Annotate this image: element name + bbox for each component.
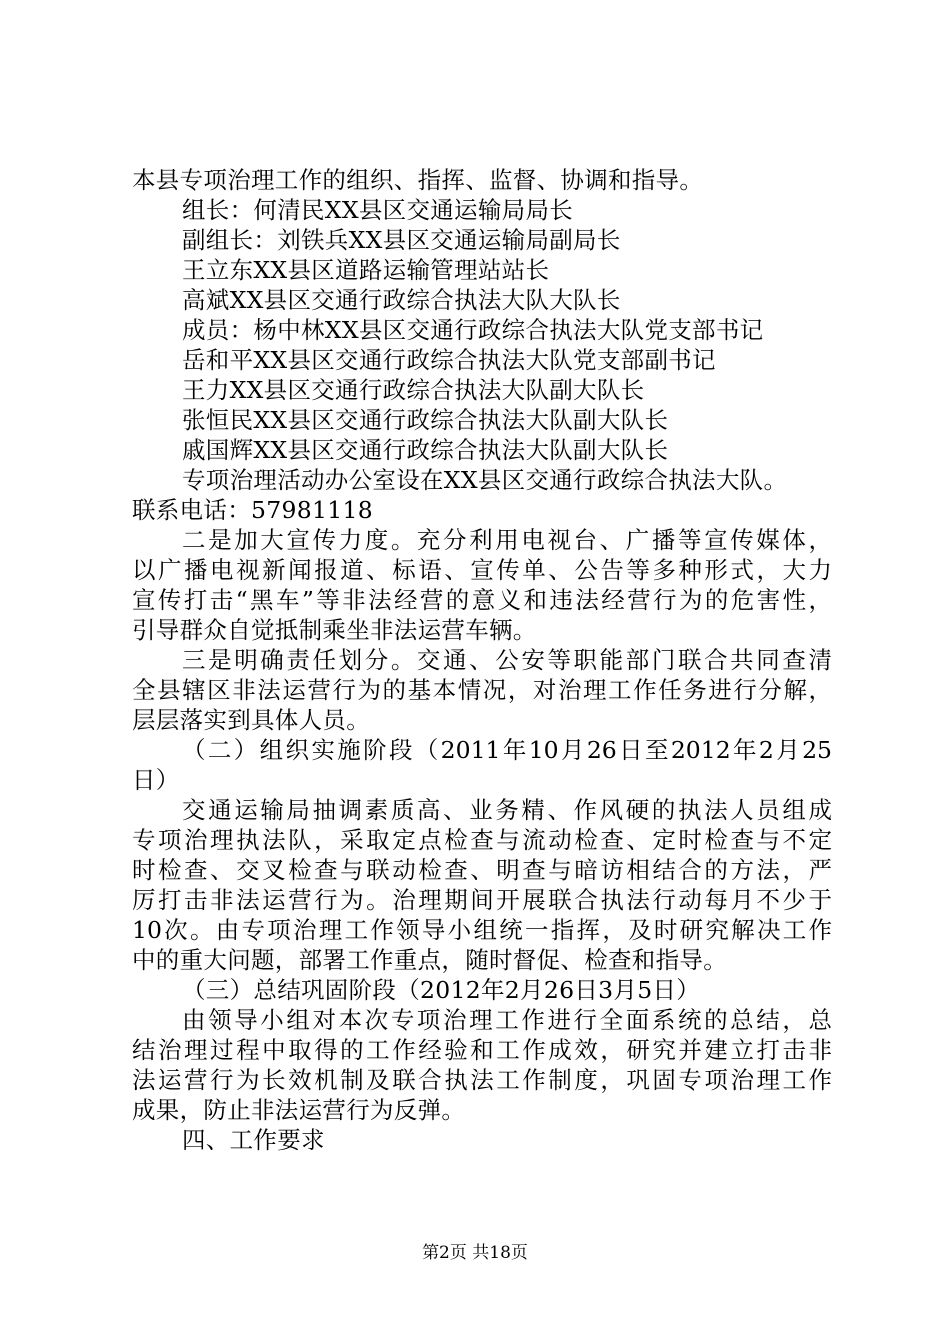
text-line: 全县辖区非法运营行为的基本情况，对治理工作任务进行分解， bbox=[132, 676, 832, 704]
text-line: 本县专项治理工作的组织、指挥、监督、协调和指导。 bbox=[132, 166, 704, 194]
text-line: 成员：杨中林XX县区交通行政综合执法大队党支部书记 bbox=[182, 316, 764, 344]
section-heading: 四、工作要求 bbox=[182, 1126, 325, 1154]
document-body bbox=[132, 165, 832, 1155]
text-line: 中的重大问题，部署工作重点，随时督促、检查和指导。 bbox=[132, 946, 727, 974]
text-line: 王力XX县区交通行政综合执法大队副大队长 bbox=[182, 376, 645, 404]
section-heading: （三）总结巩固阶段（2012年2月26日3月5日） bbox=[182, 976, 701, 1004]
text-line: 三是明确责任划分。交通、公安等职能部门联合共同查清 bbox=[182, 646, 832, 674]
text-line: 副组长：刘铁兵XX县区交通运输局副局长 bbox=[182, 226, 621, 254]
text-line: 组长：何清民XX县区交通运输局局长 bbox=[182, 196, 574, 224]
text-line: 联系电话：57981118 bbox=[132, 496, 374, 524]
text-line: 戚国辉XX县区交通行政综合执法大队副大队长 bbox=[182, 436, 669, 464]
text-line: 宣传打击“黑车”等非法经营的意义和违法经营行为的危害性， bbox=[132, 586, 832, 614]
text-line: 岳和平XX县区交通行政综合执法大队党支部副书记 bbox=[182, 346, 716, 374]
text-line: 层层落实到具体人员。 bbox=[132, 706, 370, 734]
page-number: 第2页 共18页 bbox=[422, 1243, 528, 1263]
text-line: 以广播电视新闻报道、标语、宣传单、公告等多种形式，大力 bbox=[132, 556, 832, 584]
text-line: 厉打击非法运营行为。治理期间开展联合执法行动每月不少于 bbox=[132, 886, 832, 914]
text-line: 专项治理执法队，采取定点检查与流动检查、定时检查与不定 bbox=[132, 826, 832, 854]
text-line: 王立东XX县区道路运输管理站站长 bbox=[182, 256, 550, 284]
text-line: 时检查、交叉检查与联动检查、明查与暗访相结合的方法，严 bbox=[132, 856, 832, 884]
text-line: 成果，防止非法运营行为反弹。 bbox=[132, 1096, 466, 1124]
section-heading: （二）组织实施阶段（2011年10月26日至2012年2月25 bbox=[182, 736, 832, 764]
text-line: 引导群众自觉抵制乘坐非法运营车辆。 bbox=[132, 616, 537, 644]
text-line: 由领导小组对本次专项治理工作进行全面系统的总结，总 bbox=[182, 1006, 832, 1034]
text-line: 二是加大宣传力度。充分利用电视台、广播等宣传媒体， bbox=[182, 526, 832, 554]
text-line: 结治理过程中取得的工作经验和工作成效，研究并建立打击非 bbox=[132, 1036, 832, 1064]
text-line: 法运营行为长效机制及联合执法工作制度，巩固专项治理工作 bbox=[132, 1066, 832, 1094]
text-line: 专项治理活动办公室设在XX县区交通行政综合执法大队。 bbox=[182, 466, 788, 494]
text-line: 张恒民XX县区交通行政综合执法大队副大队长 bbox=[182, 406, 669, 434]
text-line: 交通运输局抽调素质高、业务精、作风硬的执法人员组成 bbox=[182, 796, 832, 824]
text-line: 10次。由专项治理工作领导小组统一指挥，及时研究解决工作 bbox=[132, 916, 832, 944]
text-line: 高斌XX县区交通行政综合执法大队大队长 bbox=[182, 286, 621, 314]
section-heading: 日） bbox=[132, 766, 180, 794]
